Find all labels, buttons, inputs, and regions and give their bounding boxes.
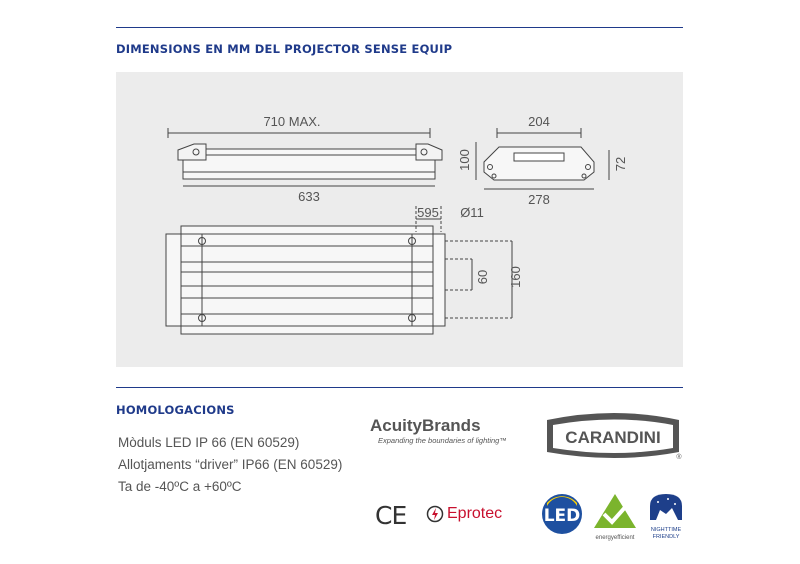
dim-710-label: 710 MAX. — [263, 114, 321, 129]
energy-efficient-icon — [592, 492, 638, 530]
nighttime-friendly-text: NIGHTTIME FRIENDLY — [650, 527, 682, 540]
dim-60-label: 60 — [475, 269, 490, 285]
dim-633-label: 633 — [298, 189, 320, 204]
nighttime-friendly-logo — [646, 492, 686, 538]
homologation-item: Ta de -40ºC a +60ºC — [118, 479, 242, 494]
ce-mark-text: CE — [375, 501, 407, 530]
nighttime-friendly-icon — [646, 492, 686, 522]
homologations-heading: HOMOLOGACIONS — [116, 403, 235, 417]
carandini-name: CARANDINI — [565, 428, 661, 447]
led-text: LED — [543, 506, 581, 526]
energy-efficient-logo — [592, 492, 638, 541]
eprotec-logo — [426, 505, 502, 523]
technical-drawing — [116, 72, 683, 367]
ce-mark-logo — [375, 501, 406, 530]
top-rule — [116, 27, 683, 28]
side-view-fixture — [178, 144, 442, 179]
dimensions-heading: DIMENSIONS EN MM DEL PROJECTOR SENSE EQUIP — [116, 42, 453, 56]
dim-595-label: 595 — [417, 205, 439, 220]
carandini-logo — [545, 412, 685, 460]
led-badge — [541, 493, 583, 535]
energy-efficient-text: energyefficient — [595, 535, 635, 541]
eprotec-text: Eprotec — [447, 505, 503, 522]
homologations-list — [118, 432, 342, 498]
dim-72-label: 72 — [613, 156, 628, 172]
carandini-emblem — [545, 412, 685, 460]
dim-278-label: 278 — [528, 192, 550, 207]
led-logo — [541, 493, 583, 540]
dim-204-label: 204 — [528, 114, 550, 129]
plan-view-fixture — [166, 206, 512, 334]
dim-hole-label: Ø11 — [460, 205, 484, 220]
homologation-item: Mòduls LED IP 66 (EN 60529) — [118, 435, 300, 450]
homologation-item: Allotjaments “driver” IP66 (EN 60529) — [118, 457, 343, 472]
acuity-brands-tagline: Expanding the boundaries of lighting™ — [378, 436, 507, 445]
middle-rule — [116, 387, 683, 388]
dim-100-label: 100 — [457, 149, 472, 171]
acuity-brands-name: AcuityBrands — [370, 416, 481, 435]
eprotec-icon — [426, 505, 444, 523]
dim-160-label: 160 — [508, 266, 523, 288]
end-view-fixture — [484, 128, 609, 189]
technical-drawing-panel — [116, 72, 683, 367]
carandini-registered-mark: ® — [676, 454, 682, 460]
acuity-brands-logo — [370, 416, 540, 456]
